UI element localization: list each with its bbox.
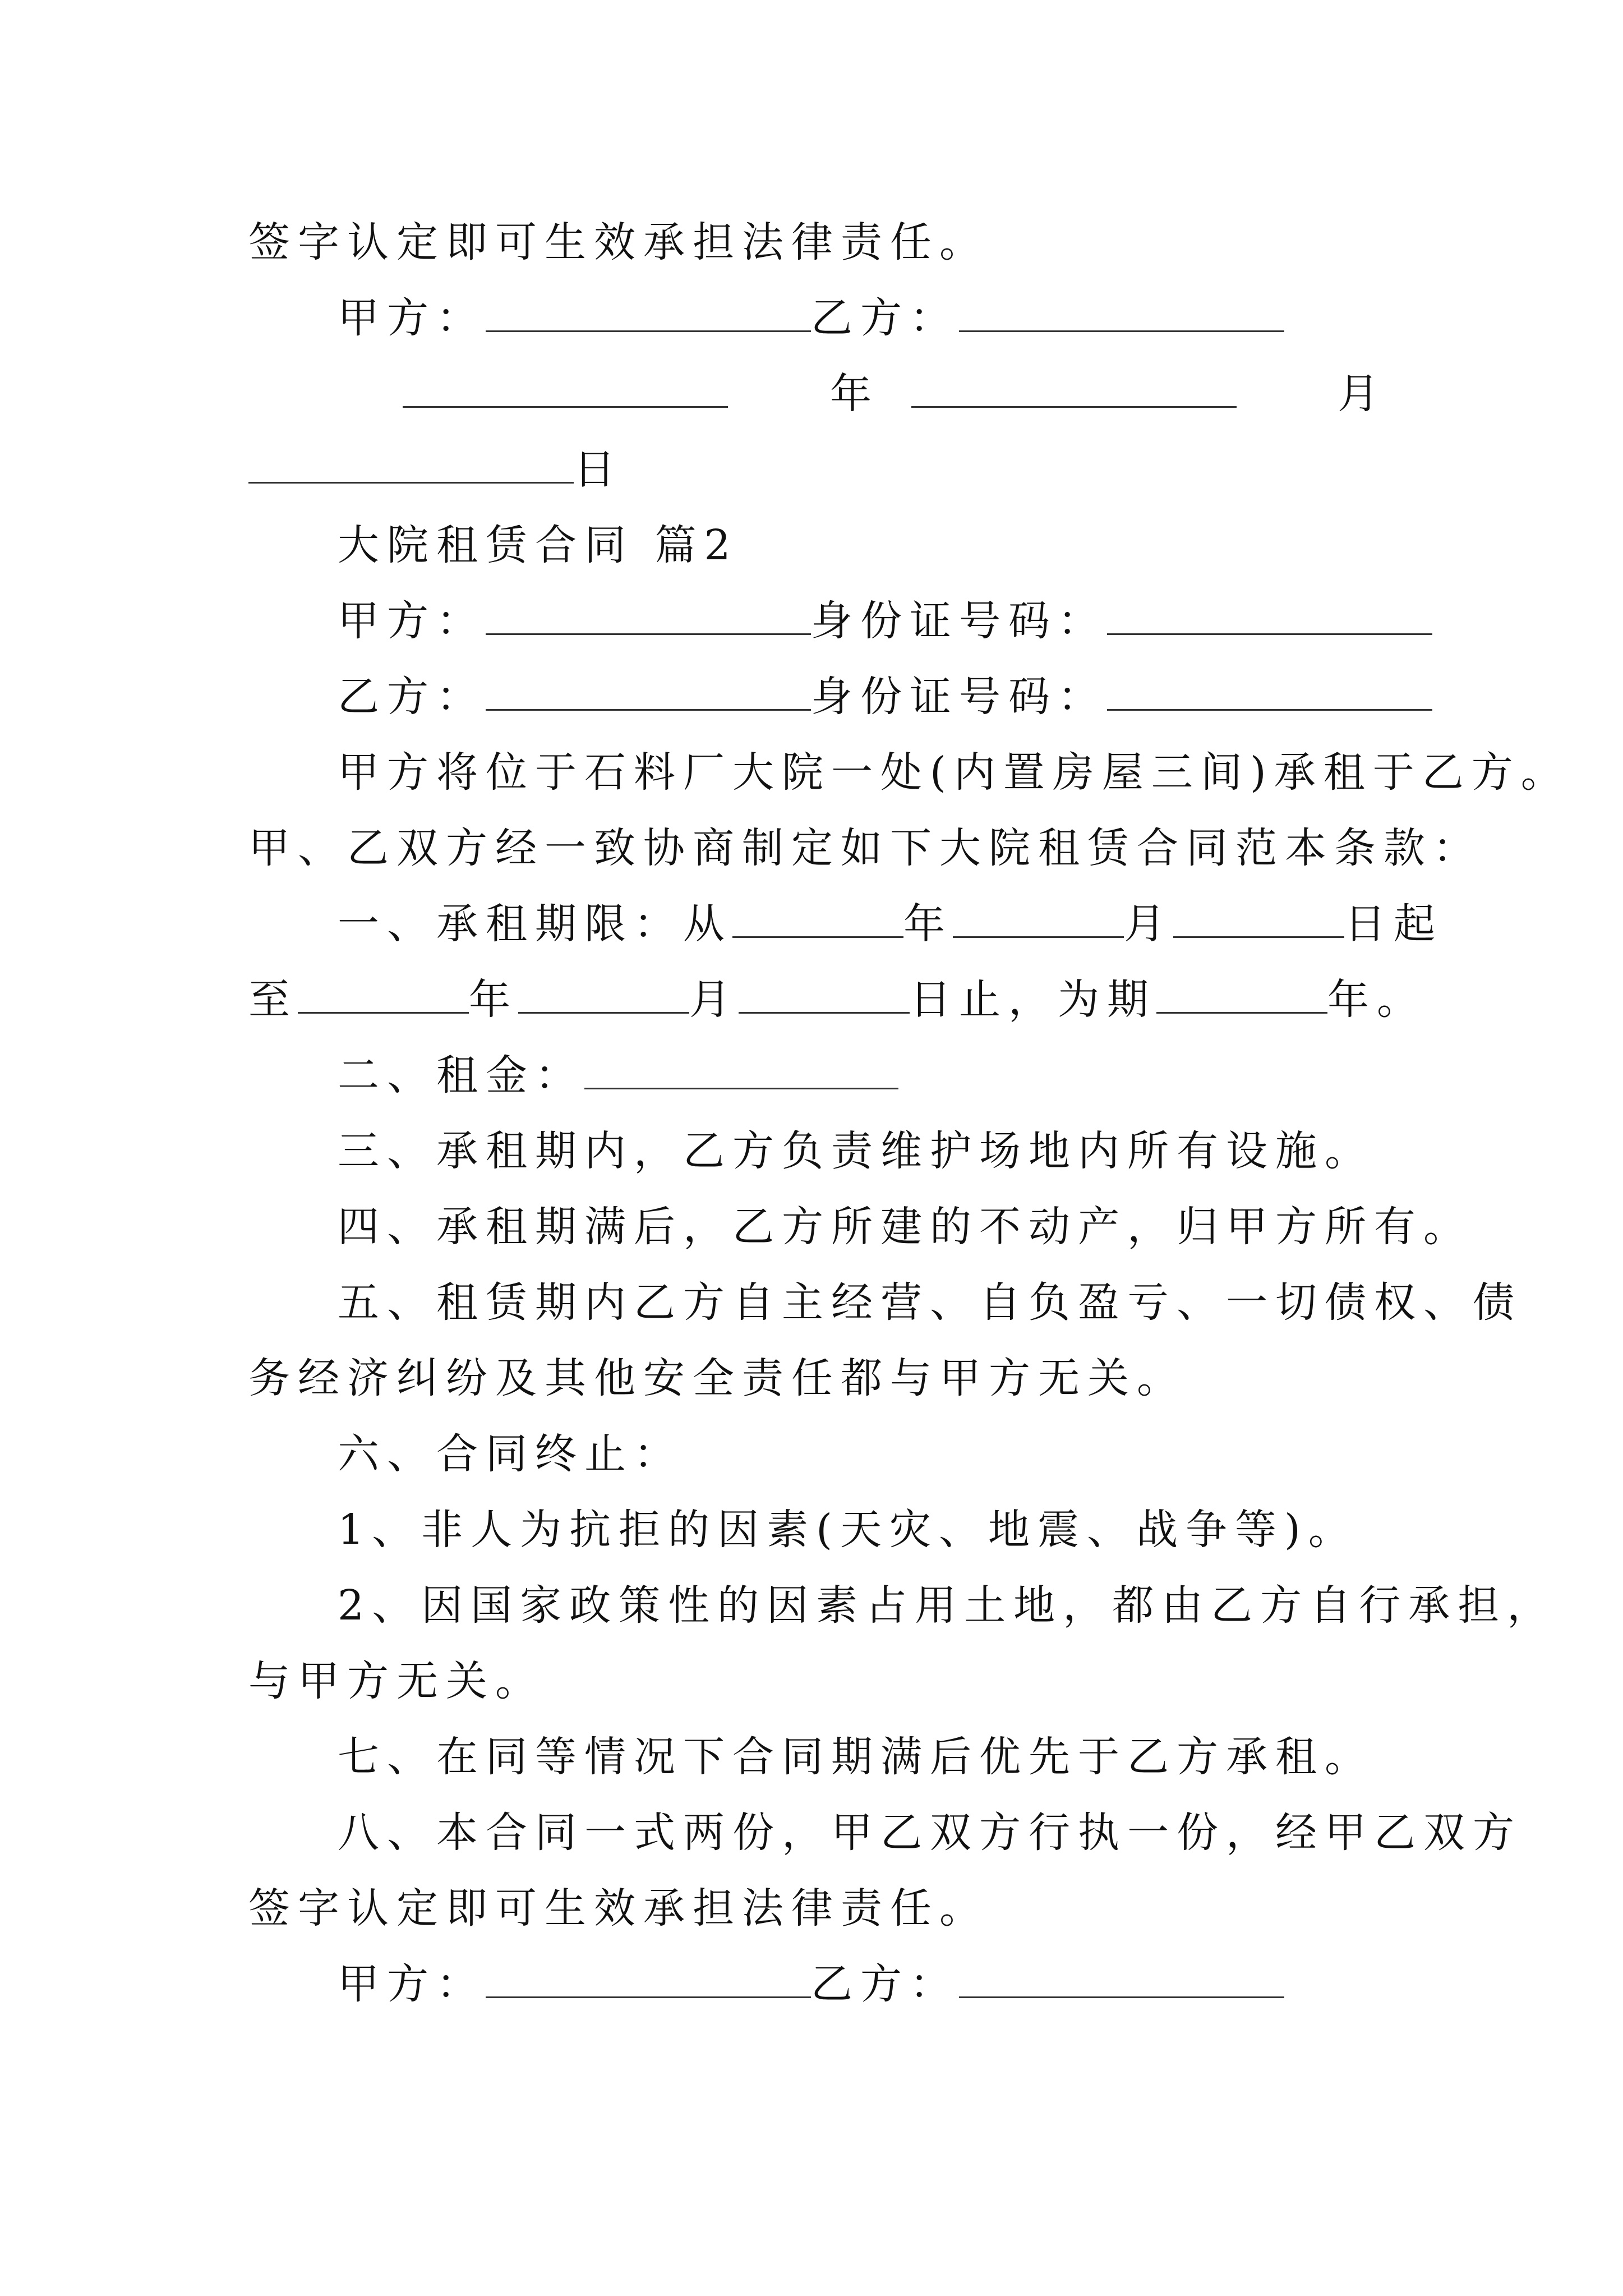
party-a-blank (486, 298, 811, 332)
month-label: 月 (1338, 370, 1379, 418)
rent-blank (584, 1055, 898, 1089)
years-label: 年。 (1327, 976, 1426, 1024)
party-a-label: 甲方： (338, 597, 486, 645)
end-day-blank (739, 979, 910, 1014)
party-a-id-line (338, 597, 1432, 645)
month-blank (911, 374, 1237, 408)
party-b-name-blank (486, 677, 811, 711)
start-year-blank (732, 904, 903, 938)
text-line: 签字认定即可生效承担法律责任。 (248, 218, 989, 266)
text-line: 甲、乙双方经一致协商制定如下大院租赁合同范本条款： (248, 824, 1482, 872)
text-line: 务经济纠纷及其他安全责任都与甲方无关。 (248, 1354, 1186, 1402)
text-line: 三、承租期内，乙方负责维护场地内所有设施。 (338, 1127, 1374, 1175)
id-number-label: 身份证号码： (811, 673, 1107, 721)
text-line: 2、因国家政策性的因素占用土地，都由乙方自行承担， (338, 1581, 1557, 1630)
party-b-blank (959, 1964, 1284, 1998)
day-label: 日 (574, 445, 615, 494)
id-number-label: 身份证号码： (811, 597, 1107, 645)
start-day-blank (1173, 904, 1344, 938)
text-line: 七、在同等情况下合同期满后优先于乙方承租。 (338, 1733, 1374, 1781)
day-blank (248, 449, 574, 484)
text-line: 八、本合同一式两份，甲乙双方行执一份，经甲乙双方 (338, 1809, 1522, 1857)
signature-line (338, 1960, 1284, 2008)
party-b-id-blank (1107, 677, 1432, 711)
text-line: 四、承租期满后，乙方所建的不动产，归甲方所有。 (338, 1203, 1473, 1251)
term-line (338, 900, 1443, 948)
rent-label: 二、租金： (338, 1051, 584, 1099)
end-year-blank (298, 979, 469, 1014)
section-heading: 大院租赁合同 篇2 (338, 521, 739, 569)
text-line: 五、租赁期内乙方自主经营、自负盈亏、一切债权、债 (338, 1278, 1522, 1327)
text-line: 1、非人为抗拒的因素(天灾、地震、战争等)。 (338, 1506, 1358, 1554)
party-a-label: 甲方： (338, 1960, 486, 2008)
date-line-2 (911, 373, 1237, 415)
year-blank (403, 374, 728, 408)
day-start-label: 日起 (1344, 900, 1443, 948)
signature-line (338, 294, 1284, 342)
text-line: 签字认定即可生效承担法律责任。 (248, 1884, 989, 1932)
party-b-label: 乙方： (338, 673, 486, 721)
party-b-label: 乙方： (811, 294, 959, 342)
party-b-label: 乙方： (811, 1960, 959, 2008)
duration-blank (1156, 979, 1327, 1014)
text-line: 甲方将位于石料厂大院一处(内置房屋三间)承租于乙方。 (338, 748, 1570, 797)
year-label: 年 (830, 370, 872, 418)
day-end-label: 日止，为期 (910, 976, 1156, 1024)
party-a-id-blank (1107, 601, 1432, 635)
end-month-blank (518, 979, 689, 1014)
year-label: 年 (469, 976, 518, 1024)
text-line: 与甲方无关。 (248, 1657, 545, 1705)
term-label: 一、承租期限：从 (338, 900, 732, 948)
party-a-name-blank (486, 601, 811, 635)
year-label: 年 (903, 900, 953, 948)
text-line: 六、合同终止： (338, 1430, 683, 1478)
day-line (248, 445, 615, 494)
term-end-line (248, 976, 1426, 1024)
to-label: 至 (248, 976, 298, 1024)
party-a-label: 甲方： (338, 294, 486, 342)
month-label: 月 (689, 976, 739, 1024)
start-month-blank (953, 904, 1124, 938)
rent-line (338, 1051, 898, 1099)
date-line (403, 373, 728, 415)
party-b-blank (959, 298, 1284, 332)
party-a-blank (486, 1964, 811, 1998)
month-label: 月 (1124, 900, 1173, 948)
party-b-id-line (338, 673, 1432, 721)
